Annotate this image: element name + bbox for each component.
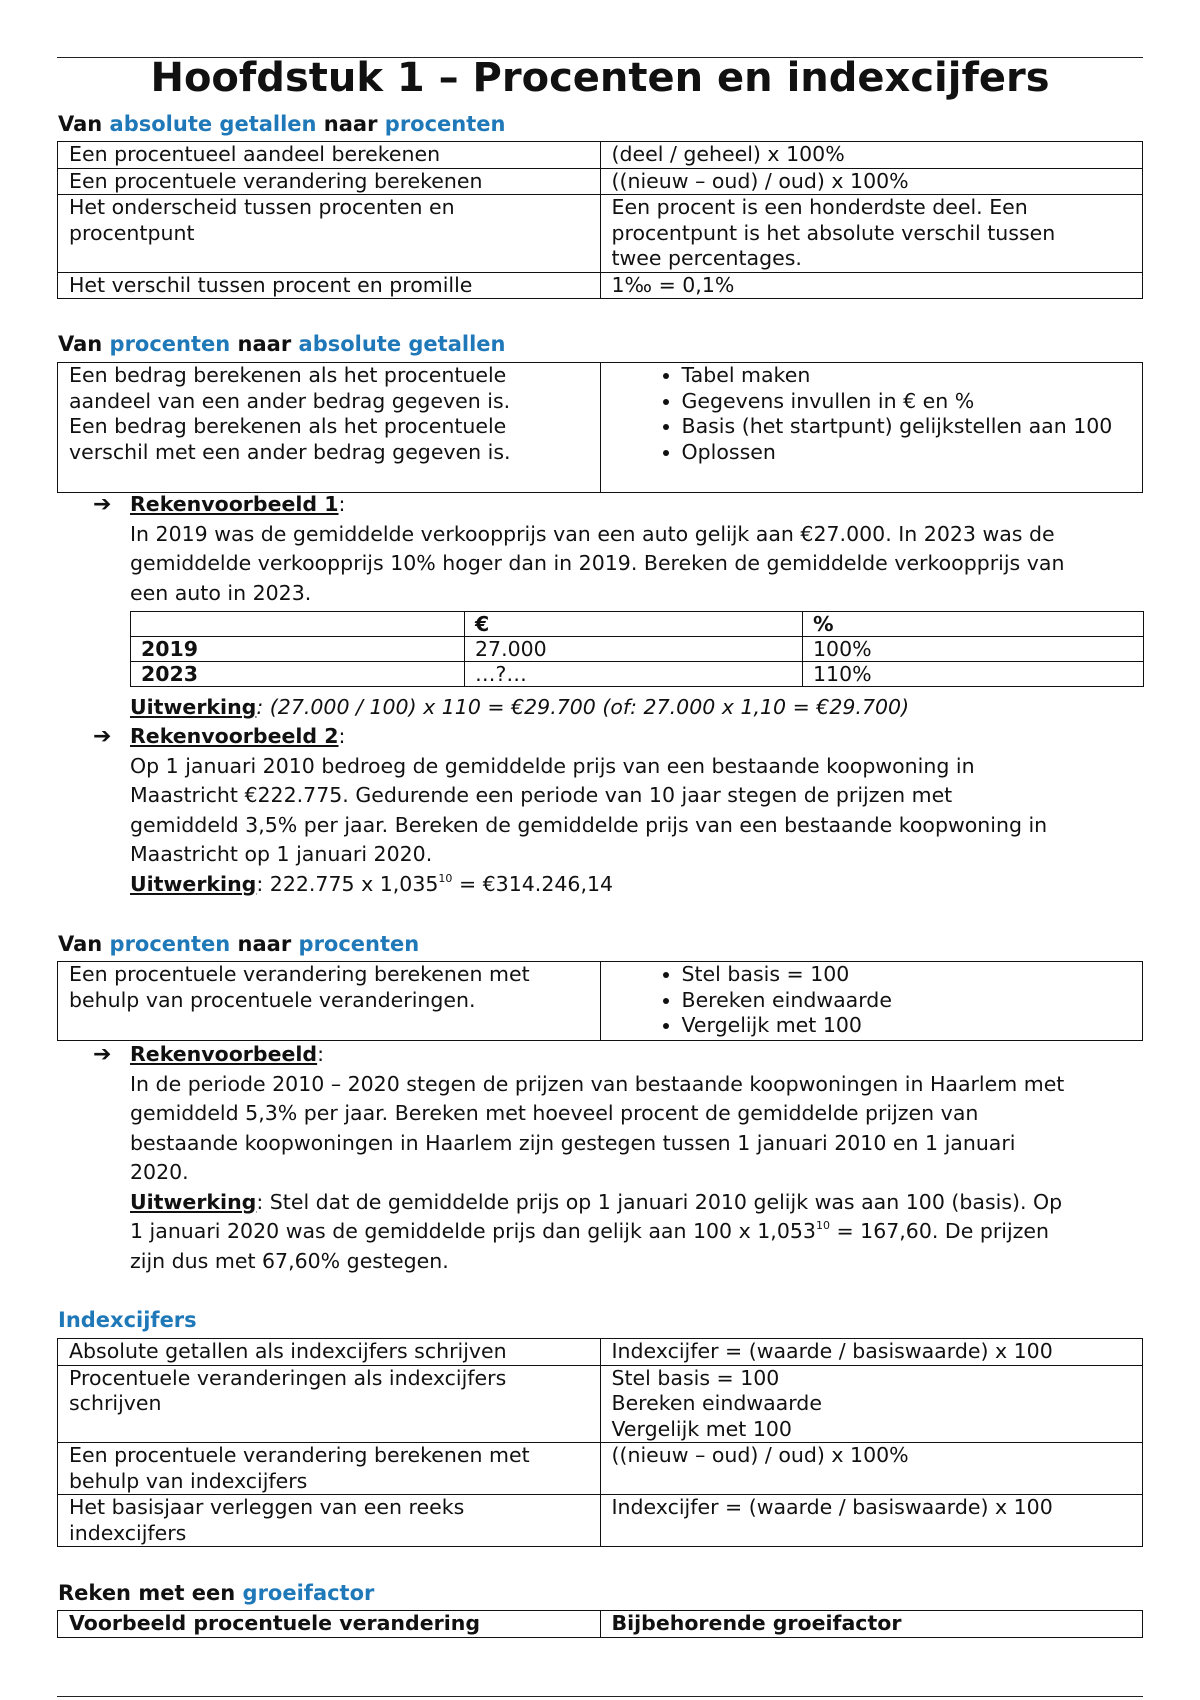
example-2 [130,722,1145,899]
table-row [58,142,1143,169]
list-item: • Oplossen [682,440,1133,466]
table-cell: 1‰ = 0,1% [600,272,1143,299]
section-heading-indexcijfers: Indexcijfers [58,1308,197,1332]
heading-highlight: absolute getallen [298,332,506,356]
cell-line: Procentuele veranderingen als indexcijfers [69,1365,507,1390]
heading-highlight: procenten [384,112,506,136]
heading-text: naar [230,332,299,356]
table-cell: ((nieuw – oud) / oud) x 100% [600,168,1143,195]
example-text: gemiddeld 5,3% per jaar. Bereken met hoeveel procent de gemiddelde prijzen van [130,1101,979,1125]
table-cell [58,1365,601,1443]
heading-highlight: absolute getallen [109,112,317,136]
heading-text: Van [58,332,110,356]
cell-line: procentpunt [69,220,195,245]
bottom-rule [57,1696,1143,1697]
example-text: een auto in 2023. [130,580,312,605]
table-cell: (deel / geheel) x 100% [600,142,1143,169]
table-cell [58,1495,601,1547]
table-cell: Indexcijfer = (waarde / basiswaarde) x 100 [600,1495,1143,1547]
exponent: 10 [438,871,453,885]
table-cell: 100% [803,637,1144,662]
section-heading-percent-to-percent [58,931,419,957]
list-item: • Stel basis = 100 [682,962,1133,988]
colon: : [338,724,346,748]
list-item: • Basis (het startpunt) gelijkstellen aan 100 [682,414,1133,440]
table-cell: Een procentuele verandering berekenen [58,168,601,195]
page-title: Hoofdstuk 1 – Procenten en indexcijfers [150,55,1050,101]
uitwerking-label: Uitwerking [130,1189,257,1214]
example-1-table [130,611,1144,687]
list-item: • Vergelijk met 100 [682,1013,1133,1039]
arrow-icon: ➔ [93,724,112,749]
table-cell: ((nieuw – oud) / oud) x 100% [600,1443,1143,1495]
cell-line: Bereken eindwaarde [611,1391,822,1415]
example-label-line [130,1040,1145,1070]
example-1 [130,490,1145,608]
table-cell [600,962,1143,1041]
uitwerking-line [130,870,1145,900]
section-heading-absolute-to-percent [58,111,505,137]
table-header-cell: Voorbeeld procentuele verandering [58,1611,601,1638]
arrow-icon: ➔ [93,1042,112,1067]
cell-line: Een bedrag berekenen als het procentuele [69,363,507,387]
uitwerking-text: = €314.246,14 [452,871,614,896]
heading-highlight: procenten [109,332,231,356]
heading-highlight: procenten [298,932,420,956]
uitwerking-label: Uitwerking [130,871,257,896]
table-header-cell: % [803,612,1144,637]
table-row [131,662,1144,687]
table-row [58,1443,1143,1495]
uitwerking-text: : 222.775 x 1,035 [256,871,439,896]
example-text: 2020. [130,1160,189,1184]
example-text: Maastricht op 1 januari 2020. [130,842,433,866]
list-item: • Gegevens invullen in € en % [682,389,1133,415]
colon: : [317,1042,325,1066]
example-text: Op 1 januari 2010 bedroeg de gemiddelde prijs van een bestaande koopwoning in [130,753,975,778]
cell-line: indexcijfers [69,1520,187,1545]
example-label: Rekenvoorbeeld [130,1042,318,1066]
table-absolute-to-percent [57,141,1143,299]
table-cell: 27.000 [465,637,803,662]
heading-highlight: procenten [109,932,231,956]
example-text: In 2019 was de gemiddelde verkoopprijs van een auto gelijk aan €27.000. In 2023 was de [130,521,1055,546]
cell-line: verschil met een ander bedrag gegeven is. [69,439,511,464]
uitwerking-text: 1 januari 2020 was de gemiddelde prijs dan gelijk aan 100 x 1,053 [130,1219,816,1243]
table-cell: …?… [465,662,803,687]
heading-text: naar [230,932,299,956]
table-cell [600,195,1143,273]
cell-line: Het onderscheid tussen procenten en [69,195,455,219]
heading-text: Van [58,112,110,136]
table-percent-to-percent [57,961,1143,1041]
example-text: Maastricht €222.775. Gedurende een periode van 10 jaar stegen de prijzen met [130,783,953,807]
table-cell: Een procentueel aandeel berekenen [58,142,601,169]
example-label-line [130,490,1145,520]
steps-list [612,962,1133,1039]
example-text: In de periode 2010 – 2020 stegen de prijzen van bestaande koopwoningen in Haarlem met [130,1071,1065,1096]
example-text: bestaande koopwoningen in Haarlem zijn gestegen tussen 1 januari 2010 en 1 januari [130,1130,1016,1155]
cell-line: twee percentages. [611,246,802,270]
table-cell: 2019 [131,637,465,662]
list-item: • Bereken eindwaarde [682,988,1133,1014]
table-groeifactor [57,1610,1143,1638]
cell-line: schrijven [69,1391,162,1415]
colon: : [338,492,346,516]
list-item: • Tabel maken [682,363,1133,389]
cell-line: procentpunt is het absolute verschil tussen [611,220,1056,245]
table-indexcijfers [57,1338,1143,1547]
heading-text: naar [316,112,385,136]
example-label-line [130,722,1145,752]
uitwerking-text: = 167,60. De prijzen [829,1219,1050,1243]
table-cell [58,363,601,493]
table-header-cell: Bijbehorende groeifactor [600,1611,1143,1638]
cell-line: aandeel van een ander bedrag gegeven is. [69,388,511,413]
table-cell: 2023 [131,662,465,687]
cell-line: Vergelijk met 100 [611,1416,792,1441]
section-heading-percent-to-absolute [58,331,505,357]
steps-list [612,363,1133,465]
table-cell: Absolute getallen als indexcijfers schrijven [58,1339,601,1366]
heading-highlight: groeifactor [242,1581,375,1605]
example-1-uitwerking [130,693,1145,723]
heading-text: Van [58,932,110,956]
table-row [58,1365,1143,1443]
cell-line: Stel basis = 100 [611,1365,780,1390]
table-row [58,1339,1143,1366]
table-row [58,168,1143,195]
table-cell [58,195,601,273]
table-cell: Indexcijfer = (waarde / basiswaarde) x 100 [600,1339,1143,1366]
cell-line: Een bedrag berekenen als het procentuele [69,414,507,438]
table-row [58,363,1143,493]
uitwerking-text: : (27.000 / 100) x 110 = €29.700 (of: 27.000 x 1,10 = €29.700) [256,695,910,719]
arrow-icon: ➔ [93,492,112,517]
exponent: 10 [815,1219,830,1232]
table-percent-to-absolute [57,362,1143,493]
cell-line: Een procent is een honderdste deel. Een [611,195,1028,219]
table-cell [600,1365,1143,1443]
table-cell [600,363,1143,493]
table-row [58,962,1143,1041]
example-label: Rekenvoorbeeld 2 [130,724,339,748]
example-text: gemiddelde verkoopprijs 10% hoger dan in 2019. Bereken de gemiddelde verkoopprijs van [130,551,1065,575]
uitwerking-line [130,1217,1145,1247]
table-row [131,612,1144,637]
cell-line: Het basisjaar verleggen van een reeks [69,1495,465,1519]
cell-line: behulp van indexcijfers [69,1468,308,1493]
cell-line: behulp van procentuele veranderingen. [69,987,476,1012]
uitwerking-line: zijn dus met 67,60% gestegen. [130,1248,449,1273]
table-cell [58,962,601,1041]
example-label: Rekenvoorbeeld 1 [130,492,339,516]
table-row [58,272,1143,299]
table-cell: Het verschil tussen procent en promille [58,272,601,299]
table-header-cell: € [465,612,803,637]
cell-line: Een procentuele verandering berekenen met [69,1443,530,1467]
table-cell [58,1443,601,1495]
cell-line: Een procentuele verandering berekenen met [69,962,530,986]
uitwerking-line [130,1188,1145,1218]
table-cell: 110% [803,662,1144,687]
heading-text: Reken met een [58,1581,243,1605]
table-header-cell [131,612,465,637]
uitwerking-label: Uitwerking [130,695,257,719]
table-row [131,637,1144,662]
table-row [58,195,1143,273]
table-row [58,1495,1143,1547]
example-text: gemiddeld 3,5% per jaar. Bereken de gemiddelde prijs van een bestaande koopwoning in [130,812,1048,837]
example-3 [130,1040,1145,1276]
section-heading-groeifactor [58,1580,374,1606]
uitwerking-text: : Stel dat de gemiddelde prijs op 1 januari 2010 gelijk was aan 100 (basis). Op [256,1189,1063,1214]
table-row [58,1611,1143,1638]
